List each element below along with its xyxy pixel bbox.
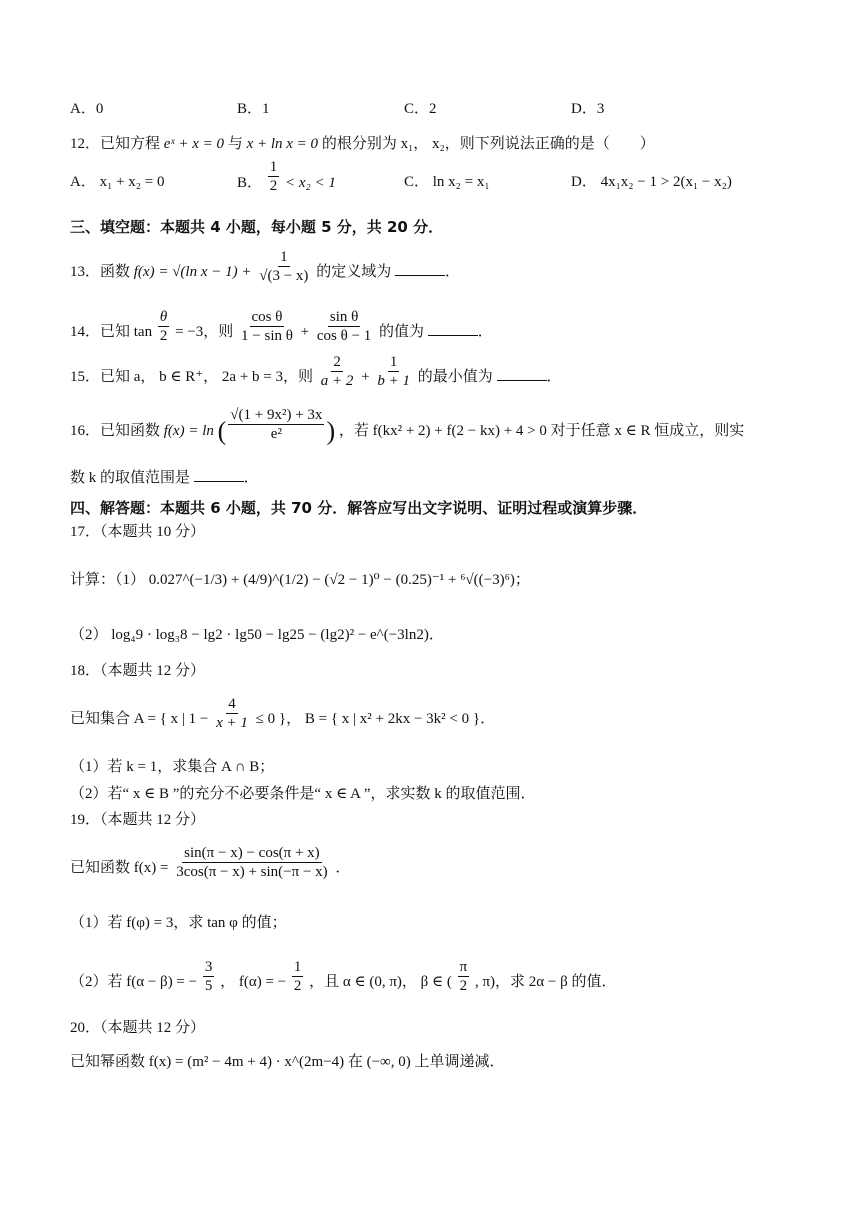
fraction xyxy=(158,308,170,345)
q11-options xyxy=(70,99,820,119)
numerator: 3 xyxy=(204,959,213,975)
part2-text-d: , π)，求 2α − β 的值． xyxy=(474,973,617,990)
part2-text-a: （2）若 f(α − β) = − xyxy=(70,973,198,990)
answer-blank xyxy=(428,321,478,336)
denominator: 3cos(π − x) + sin(−π − x) xyxy=(176,864,328,880)
fraction xyxy=(375,353,412,390)
numerator: 1 xyxy=(280,249,288,265)
option-c: C． ln x₂ = x₁ xyxy=(404,174,490,190)
option-b xyxy=(237,159,404,195)
question-12 xyxy=(70,134,820,154)
numerator: sin(π − x) − cos(π + x) xyxy=(184,845,320,861)
left-paren: ( xyxy=(217,416,227,446)
numerator: √(1 + 9x²) + 3x xyxy=(230,407,323,423)
denominator: e² xyxy=(270,426,282,442)
fraction xyxy=(228,406,324,443)
fraction xyxy=(268,158,280,195)
fraction xyxy=(319,353,356,390)
q12-suffix: 的根分别为 x₁， x₂，则下列说法正确的是（ ） xyxy=(321,136,655,152)
set-b-definition: ≤ 0 }， B = { x | x² + 2kx − 3k² < 0 }． xyxy=(255,710,496,727)
numerator: π xyxy=(459,959,468,975)
right-paren: ) xyxy=(326,416,336,446)
question-15: 15．已知 a， b ∈ R⁺， 2a + b = 3，则 $\frac{2}{a + 2}$ + $\frac{1}{b + 1}$ 的最小值为 ． xyxy=(70,354,562,389)
q18-header: 18．（本题共 12 分） xyxy=(70,663,206,679)
option-b-label: B． xyxy=(237,174,263,191)
q20-text: 已知幂函数 f(x) = (m² − 4m + 4) · x^(2m−4) 在 (−∞, 0) 上单调递减． xyxy=(70,1054,505,1070)
denominator: 5 xyxy=(204,978,213,994)
q18-part-2: （2）若“ x ∈ B ”的充分不必要条件是“ x ∈ A ”，求实数 k 的取值范围． xyxy=(70,786,536,802)
q16-label: 16．已知函数 xyxy=(70,422,161,439)
fraction xyxy=(315,308,373,345)
question-16 xyxy=(70,407,820,446)
option-c: C．2 xyxy=(404,101,437,117)
period: ． xyxy=(335,859,351,876)
fraction xyxy=(239,308,295,345)
q16-tail: ，若 f(kx² + 2) + f(2 − kx) + 4 > 0 对于任意 x ∈ R 恒成立，则实 xyxy=(338,422,745,439)
denominator: 1 − sin θ xyxy=(241,328,293,344)
denominator: a + 2 xyxy=(320,373,354,389)
q16-expression: f(x) = ln xyxy=(163,422,214,439)
q18-sets xyxy=(70,696,820,732)
q20-header: 20．（本题共 12 分） xyxy=(70,1020,206,1036)
q17-part-1: 计算：（1） 0.027^(−1/3) + (4/9)^(1/2) − (√2 − 1)⁰ − (0.25)⁻¹ + ⁶√((−3)⁶)； xyxy=(70,572,530,588)
plus-sign: + xyxy=(300,323,310,340)
plus-sign: + xyxy=(361,368,370,385)
section-4-heading: 四、解答题：本题共 6 小题，共 70 分．解答应写出文字说明、证明过程或演算步骤． xyxy=(70,499,648,517)
numerator: θ xyxy=(159,309,168,325)
fraction xyxy=(174,844,329,881)
q12-prefix: 12．已知方程 xyxy=(70,136,161,152)
q18-part-1: （1）若 k = 1，求集合 A ∩ B； xyxy=(70,759,275,775)
part2-text-c: ，且 α ∈ (0, π)， β ∈ ( xyxy=(309,973,452,990)
q14-tail: 的值为 xyxy=(379,323,425,340)
q17-header: 17．（本题共 10 分） xyxy=(70,524,206,540)
fraction xyxy=(458,958,470,995)
option-b-inequality: < x₂ < 1 xyxy=(285,174,336,191)
q13-expression: f(x) = √(ln x − 1) + xyxy=(133,263,252,280)
option-d: D．3 xyxy=(571,101,605,117)
option-b: B．1 xyxy=(237,101,270,117)
q12-mid: 与 xyxy=(227,136,243,152)
q12-eq1: eˣ + x = 0 xyxy=(163,136,225,152)
answer-blank xyxy=(395,261,445,276)
q19-header: 19．（本题共 12 分） xyxy=(70,812,206,828)
set-a-prefix: 已知集合 A = { x | 1 − xyxy=(70,710,209,727)
question-13: 13．函数 f(x) = √(ln x − 1) + $\frac{1}{√(3 - x)}$ 的定义域为 ． xyxy=(70,249,460,284)
q17-part-2: （2） log₄9 · log₃8 − lg2 · lg50 − lg25 − (lg2)² − e^(−3ln2)． xyxy=(70,627,444,643)
numerator: sin θ xyxy=(329,309,359,325)
q15-label: 15．已知 a， b ∈ R⁺， 2a + b = 3，则 xyxy=(70,368,314,385)
denominator: 2 xyxy=(269,178,278,194)
numerator: cos θ xyxy=(251,309,283,325)
fraction xyxy=(203,958,215,995)
q13-label: 13．函数 xyxy=(70,263,131,280)
q15-tail: 的最小值为 xyxy=(417,368,493,385)
option-d: D． 4x₁x₂ − 1 > 2(x₁ − x₂) xyxy=(571,174,732,190)
numerator: 1 xyxy=(389,354,398,370)
q12-eq2: x + ln x = 0 xyxy=(246,136,319,152)
denominator: cos θ − 1 xyxy=(316,328,372,344)
question-16-line-2: 数 k 的取值范围是 ． xyxy=(70,467,820,488)
denominator: b + 1 xyxy=(377,373,410,389)
denominator: √(3 − x) xyxy=(259,268,309,284)
function-prefix: 已知函数 f(x) = xyxy=(70,859,169,876)
answer-blank xyxy=(497,366,547,381)
answer-blank xyxy=(194,467,244,482)
option-a: A．0 xyxy=(70,101,104,117)
part2-text-b: ， f(α) = − xyxy=(220,973,287,990)
question-14: 14．已知 tan $\frac{\theta}{2}$ = −3，则 $\frac{\text{cos θ}}{\text{1 − sin θ}}$ + $\frac{\text{sin θ}}{\text{cos θ − 1}}$ 的值为 ． xyxy=(70,309,493,344)
section-3-heading: 三、填空题：本题共 4 小题，每小题 5 分，共 20 分． xyxy=(70,218,444,236)
q14-label: 14．已知 xyxy=(70,323,131,340)
q16-line2: 数 k 的取值范围是 xyxy=(70,470,191,486)
option-a: A． x₁ + x₂ = 0 xyxy=(70,174,165,190)
fraction xyxy=(257,248,310,285)
numerator: 4 xyxy=(228,696,236,712)
numerator: 2 xyxy=(333,354,341,370)
q12-options xyxy=(70,159,820,195)
denominator: 2 xyxy=(159,328,168,344)
q13-tail: 的定义域为 xyxy=(316,263,392,280)
fraction xyxy=(292,958,304,995)
denominator: x + 1 xyxy=(216,715,248,731)
denominator: 2 xyxy=(293,978,302,994)
numerator: 1 xyxy=(269,159,278,175)
q19-part-1: （1）若 f(φ) = 3，求 tan φ 的值； xyxy=(70,915,287,931)
denominator: 2 xyxy=(459,978,468,994)
q14-condition: = −3，则 xyxy=(175,323,234,340)
fraction xyxy=(214,695,250,732)
q19-part-2 xyxy=(70,959,820,995)
numerator: 1 xyxy=(293,959,302,975)
